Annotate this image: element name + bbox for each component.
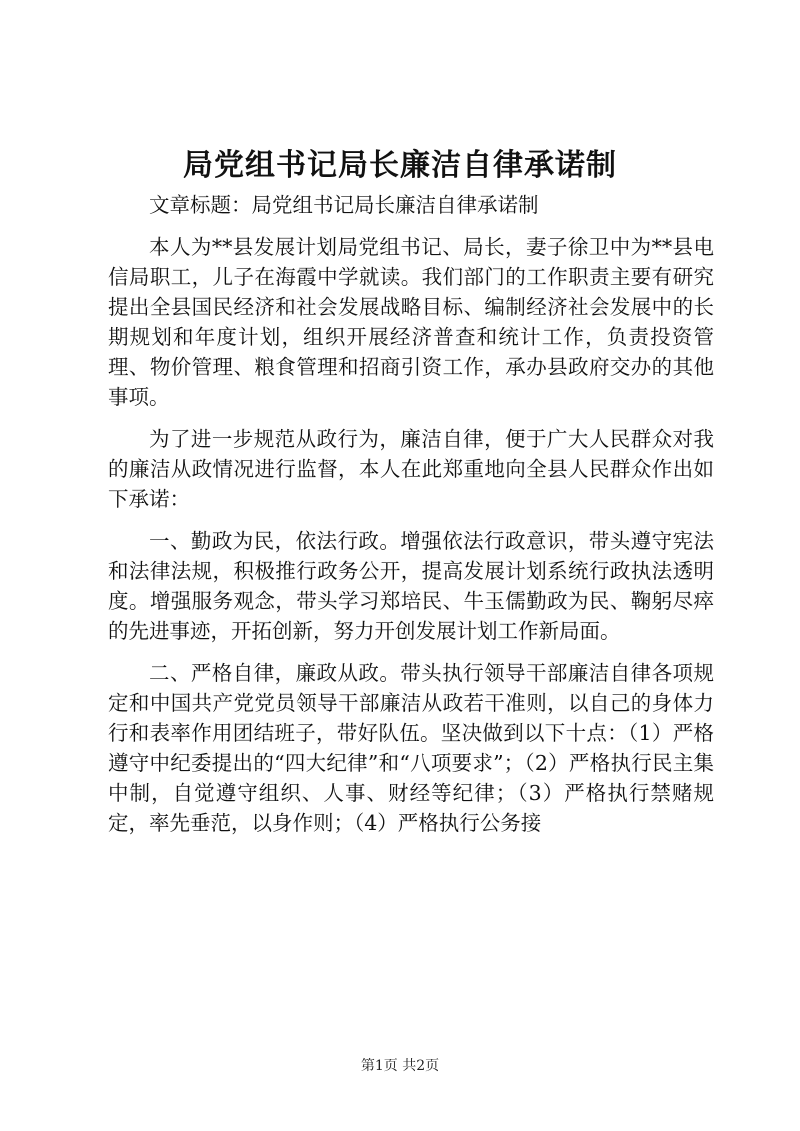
paragraph-pledge-one: 一、勤政为民，依法行政。增强依法行政意识，带头遵守宪法和法律法规，积极推行政务公开，提高发展计划系统行政执法透明度。增强服务观念，带头学习郑培民、牛玉儒勤政为民、鞠躬尽瘁的先进事迹，开拓创新，努力开创发展计划工作新局面。 (108, 529, 714, 643)
paragraph-intro: 本人为**县发展计划局党组书记、局长，妻子徐卫中为**县电信局职工，儿子在海霞中学就读。我们部门的工作职责主要有研究提出全县国民经济和社会发展战略目标、编制经济社会发展中的长期规划和年度计划，组织开展经济普查和统计工作，负责投资管理、物价管理、粮食管理和招商引资工作，承办县政府交办的其他事项。 (108, 235, 714, 409)
document-title: 局党组书记局长廉洁自律承诺制 (183, 148, 617, 183)
article-subtitle: 文章标题：局党组书记局长廉洁自律承诺制 (149, 193, 539, 217)
document-body (108, 190, 714, 838)
paragraph-purpose: 为了进一步规范从政行为，廉洁自律，便于广大人民群众对我的廉洁从政情况进行监督，本人在此郑重地向全县人民群众作出如下承诺： (108, 427, 714, 511)
paragraph-pledge-two: 二、严格自律，廉政从政。带头执行领导干部廉洁自律各项规定和中国共产党党员领导干部廉洁从政若干准则，以自己的身体力行和表率作用团结班子，带好队伍。坚决做到以下十点：（1）严格遵守中纪委提出的“四大纪律”和“八项要求”；（2）严格执行民主集中制，自觉遵守组织、人事、财经等纪律；（3）严格执行禁赌规定，率先垂范，以身作则；（4）严格执行公务接 (108, 661, 714, 835)
page-footer: 第1页 共2页 (360, 1058, 440, 1074)
